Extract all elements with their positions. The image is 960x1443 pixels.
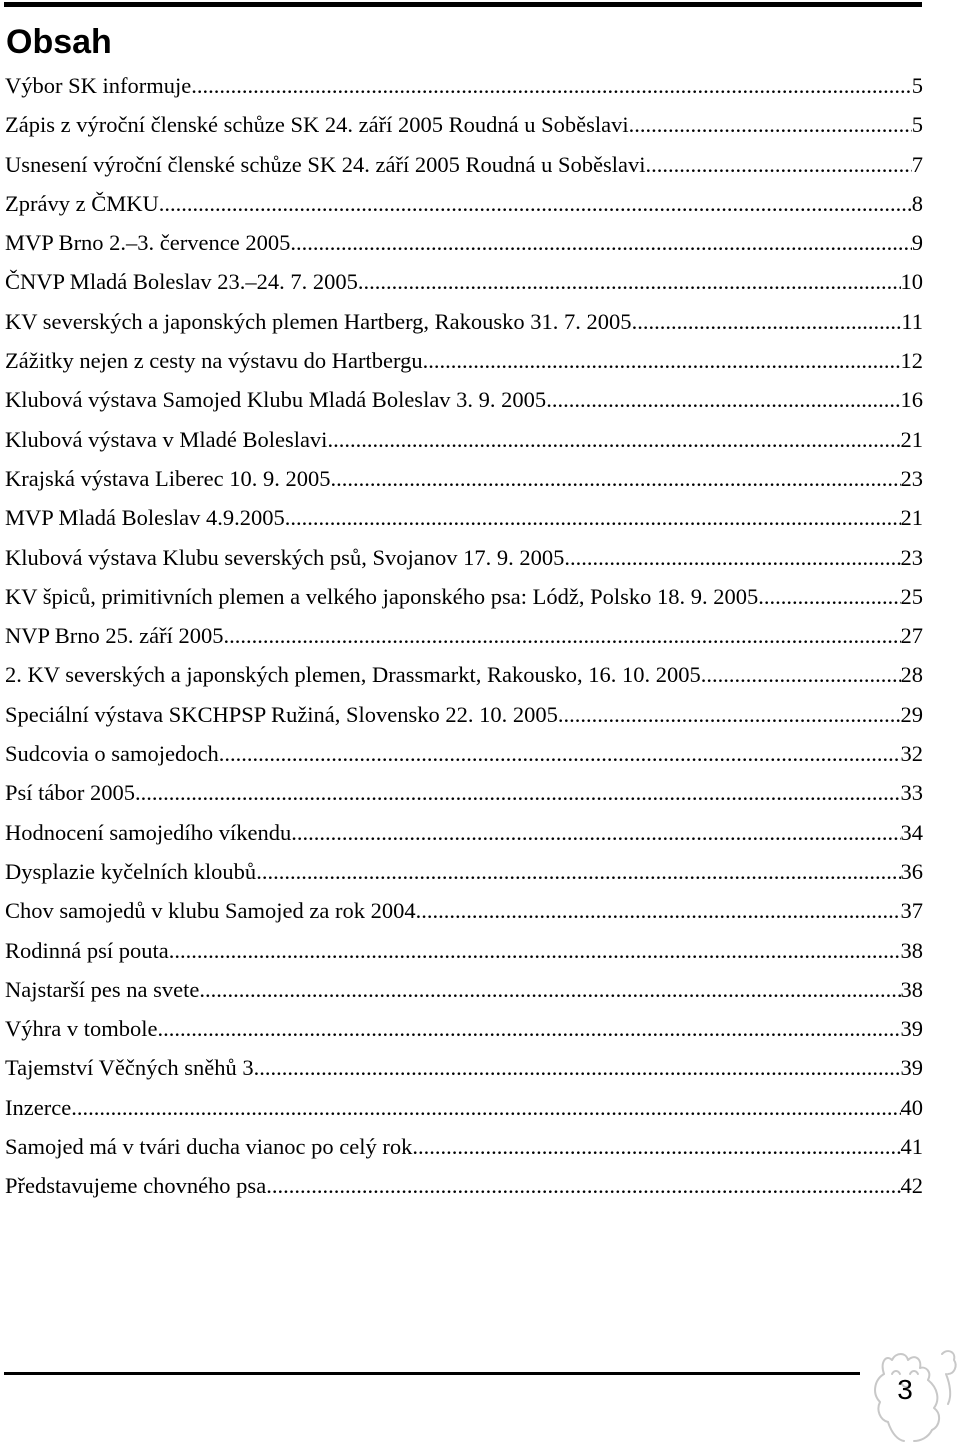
toc-entry <box>5 262 923 301</box>
dot-leader <box>546 380 900 419</box>
toc-entry-title: ČNVP Mladá Boleslav 23.–24. 7. 2005 <box>5 269 358 295</box>
dot-leader <box>423 341 901 380</box>
toc-entry <box>5 773 923 812</box>
toc-entry-page: 33 <box>900 780 923 806</box>
toc-entry-page: 39 <box>900 1055 923 1081</box>
dot-leader <box>758 577 900 616</box>
toc-entry-page: 23 <box>900 544 923 570</box>
toc-entry-page: 27 <box>900 623 923 649</box>
toc-entry <box>5 891 923 930</box>
toc-entry <box>5 184 923 223</box>
dot-leader <box>327 420 900 459</box>
toc-entry-title: Psí tábor 2005 <box>5 780 136 806</box>
toc-entry <box>5 145 923 184</box>
toc-entry-page: 38 <box>900 937 923 963</box>
toc-entry <box>5 420 923 459</box>
toc-entry-title: MVP Brno 2.–3. července 2005 <box>5 230 291 256</box>
toc-entry-title: Představujeme chovného psa <box>5 1173 267 1199</box>
dot-leader <box>290 223 911 262</box>
dot-leader <box>254 1048 901 1087</box>
toc-entry-page: 16 <box>900 387 923 413</box>
dot-leader <box>224 616 901 655</box>
toc-entry-page: 39 <box>900 1016 923 1042</box>
toc-entry-page: 25 <box>900 583 923 609</box>
toc-entry-title: Dysplazie kyčelních kloubů <box>5 858 257 884</box>
toc-entry <box>5 734 923 773</box>
toc-entry-page: 37 <box>900 898 923 924</box>
dot-leader <box>219 734 901 773</box>
toc-entry-page: 34 <box>900 819 923 845</box>
toc-entry <box>5 695 923 734</box>
dot-leader <box>416 891 901 930</box>
dot-leader <box>358 262 901 301</box>
dot-leader <box>159 184 912 223</box>
toc-entry-page: 21 <box>900 505 923 531</box>
toc-entry <box>5 302 923 341</box>
toc-entry-title: KV špiců, primitivních plemen a velkého japonského psa: Lódž, Polsko 18. 9. 2005 <box>5 583 759 609</box>
dot-leader <box>412 1127 900 1166</box>
bottom-rule <box>4 1372 860 1375</box>
toc-entry <box>5 1127 923 1166</box>
toc-entry <box>5 1048 923 1087</box>
toc-entry-page: 38 <box>900 976 923 1002</box>
toc-entry <box>5 577 923 616</box>
toc-entry <box>5 66 923 105</box>
toc-entry <box>5 616 923 655</box>
toc-entry <box>5 1009 923 1048</box>
toc-entry-title: Hodnocení samojedího víkendu <box>5 819 292 845</box>
toc-entry-page: 5 <box>911 112 923 138</box>
toc-entry-title: 2. KV severských a japonských plemen, Drassmarkt, Rakousko, 16. 10. 2005 <box>5 662 701 688</box>
toc-entry-page: 21 <box>900 426 923 452</box>
toc-entry-page: 32 <box>900 741 923 767</box>
toc-entry <box>5 459 923 498</box>
toc-entry-page: 8 <box>911 190 923 216</box>
dot-leader <box>629 105 912 144</box>
dot-leader <box>558 695 901 734</box>
toc-entry-title: Inzerce <box>5 1094 72 1120</box>
toc-entry-title: Zápis z výroční členské schůze SK 24. září 2005 Roudná u Soběslavi <box>5 112 629 138</box>
toc-entry-title: Klubová výstava Samojed Klubu Mladá Boleslav 3. 9. 2005 <box>5 387 547 413</box>
toc-entry-title: Usnesení výroční členské schůze SK 24. září 2005 Roudná u Soběslavi <box>5 151 646 177</box>
dot-leader <box>191 66 912 105</box>
toc-entry-title: Klubová výstava Klubu severských psů, Svojanov 17. 9. 2005 <box>5 544 565 570</box>
top-rule <box>4 2 922 7</box>
toc-entry <box>5 538 923 577</box>
toc-entry-page: 23 <box>900 465 923 491</box>
dot-leader <box>646 145 912 184</box>
toc-entry <box>5 1166 923 1205</box>
toc-entry-title: Tajemství Věčných sněhů 3 <box>5 1055 254 1081</box>
toc-entry-page: 10 <box>900 269 923 295</box>
toc-entry-title: KV severských a japonských plemen Hartberg, Rakousko 31. 7. 2005 <box>5 308 632 334</box>
toc-entry-page: 11 <box>901 308 923 334</box>
dot-leader <box>169 931 901 970</box>
toc-entry-title: Samojed má v tvári ducha vianoc po celý rok <box>5 1134 413 1160</box>
toc-entry-page: 40 <box>900 1094 923 1120</box>
page-number: 3 <box>897 1374 913 1405</box>
toc-entry-page: 42 <box>900 1173 923 1199</box>
toc-entry-title: NVP Brno 25. září 2005 <box>5 623 224 649</box>
toc-entry-title: MVP Mladá Boleslav 4.9.2005 <box>5 505 285 531</box>
toc-entry-page: 41 <box>900 1134 923 1160</box>
toc-entry-title: Krajská výstava Liberec 10. 9. 2005 <box>5 465 331 491</box>
toc-entry-title: Zprávy z ČMKU <box>5 190 159 216</box>
toc-entry <box>5 341 923 380</box>
dot-leader <box>285 498 901 537</box>
dot-leader <box>157 1009 900 1048</box>
toc-entry <box>5 931 923 970</box>
toc-entry <box>5 498 923 537</box>
toc-entry-title: Výbor SK informuje <box>5 73 192 98</box>
dot-leader <box>266 1166 900 1205</box>
toc-entry <box>5 852 923 891</box>
toc-entry-title: Rodinná psí pouta <box>5 937 169 963</box>
toc-entry-page: 12 <box>900 348 923 374</box>
dot-leader <box>135 773 900 812</box>
toc-entry-page: 29 <box>900 701 923 727</box>
toc-entry <box>5 223 923 262</box>
dot-leader <box>564 538 900 577</box>
dot-leader <box>199 970 900 1009</box>
toc-entry <box>5 105 923 144</box>
toc-entry <box>5 970 923 1009</box>
toc-entry-page: 5 <box>911 73 923 98</box>
dot-leader <box>256 852 900 891</box>
toc-entry-title: Sudcovia o samojedoch <box>5 741 219 767</box>
toc-entry-page: 36 <box>900 858 923 884</box>
dot-leader <box>632 302 902 341</box>
toc-entry <box>5 1088 923 1127</box>
toc-entry-title: Chov samojedů v klubu Samojed za rok 2004 <box>5 898 416 924</box>
dot-leader <box>701 655 901 694</box>
table-of-contents <box>5 66 923 1206</box>
dot-leader <box>331 459 901 498</box>
toc-entry-title: Výhra v tombole <box>5 1016 158 1042</box>
toc-entry-page: 7 <box>911 151 923 177</box>
toc-entry-title: Zážitky nejen z cesty na výstavu do Hartbergu <box>5 348 423 374</box>
dot-leader <box>291 813 900 852</box>
toc-entry-title: Speciální výstava SKCHPSP Ružiná, Slovensko 22. 10. 2005 <box>5 701 558 727</box>
toc-entry <box>5 380 923 419</box>
toc-entry-title: Najstarší pes na svete <box>5 976 200 1002</box>
page-title: Obsah <box>6 23 112 61</box>
dot-leader <box>71 1088 900 1127</box>
toc-entry <box>5 655 923 694</box>
toc-entry-page: 9 <box>911 230 923 256</box>
toc-entry-page: 28 <box>900 662 923 688</box>
toc-entry <box>5 813 923 852</box>
toc-entry-title: Klubová výstava v Mladé Boleslavi <box>5 426 328 452</box>
